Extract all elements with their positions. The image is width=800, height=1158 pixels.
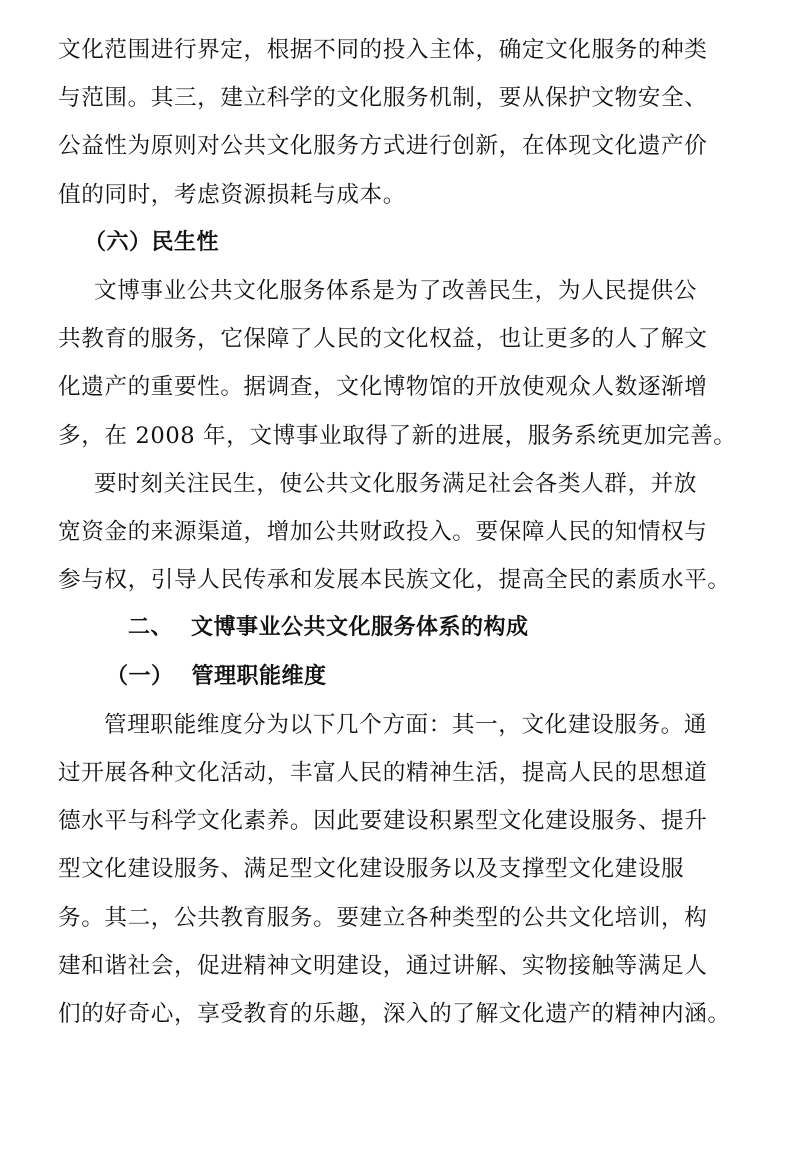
text-line: 文博事业公共文化服务体系是为了改善民生，为人民提供公 [94, 278, 698, 305]
paragraph-management-dimension [58, 701, 748, 1038]
text-line: 共教育的服务，它保障了人民的文化权益，也让更多的人了解文 [58, 326, 708, 353]
text-line: 宽资金的来源渠道，增加公共财政投入。要保障人民的知情权与 [58, 519, 708, 546]
section-title: 管理职能维度 [191, 663, 327, 689]
chapter-number: 二、 [128, 615, 174, 641]
section-heading-livelihood: （六）民生性 [84, 229, 220, 255]
text-line: 文化范围进行界定，根据不同的投入主体，确定文化服务的种类 [58, 37, 708, 63]
text-line: 建和谐社会，促进精神文明建设，通过讲解、实物接触等满足人 [58, 952, 708, 979]
text-line: 们的好奇心，享受教育的乐趣，深入的了解文化遗产的精神内涵。 [58, 1001, 731, 1028]
paragraph-livelihood-intro [58, 267, 748, 460]
text-line: 化遗产的重要性。据调查，文化博物馆的开放使观众人数逐渐增 [58, 374, 708, 401]
section-heading-management [58, 653, 748, 701]
text-line: 参与权，引导人民传承和发展本民族文化，提高全民的素质水平。 [58, 567, 731, 594]
text-line: 值的同时，考虑资源损耗与成本。 [58, 181, 406, 208]
chapter-heading-composition [58, 604, 748, 652]
text-line: 多，在 2008 年，文博事业取得了新的进展，服务系统更加完善。 [58, 422, 737, 449]
paragraph-cultural-scope [58, 26, 748, 219]
chapter-title: 文博事业公共文化服务体系的构成 [191, 615, 529, 641]
text-line: 要时刻关注民生，使公共文化服务满足社会各类人群，并放 [94, 470, 698, 497]
text-line: 务。其二，公共教育服务。要建立各种类型的公共文化培训，构 [58, 904, 708, 931]
text-line: 公益性为原则对公共文化服务方式进行创新，在体现文化遗产价 [58, 133, 708, 160]
text-line: 过开展各种文化活动，丰富人民的精神生活，提高人民的思想道 [58, 760, 708, 787]
text-line: 德水平与科学文化素养。因此要建设积累型文化建设服务、提升 [58, 808, 708, 835]
section-number: （一） [106, 663, 174, 689]
text-line: 与范围。其三，建立科学的文化服务机制，要从保护文物安全、 [58, 85, 708, 112]
text-line: 型文化建设服务、满足型文化建设服务以及支撑型文化建设服 [58, 856, 685, 883]
paragraph-livelihood-focus [58, 460, 748, 605]
document-page [58, 26, 748, 1038]
text-line: 管理职能维度分为以下几个方面：其一，文化建设服务。通 [104, 711, 708, 738]
